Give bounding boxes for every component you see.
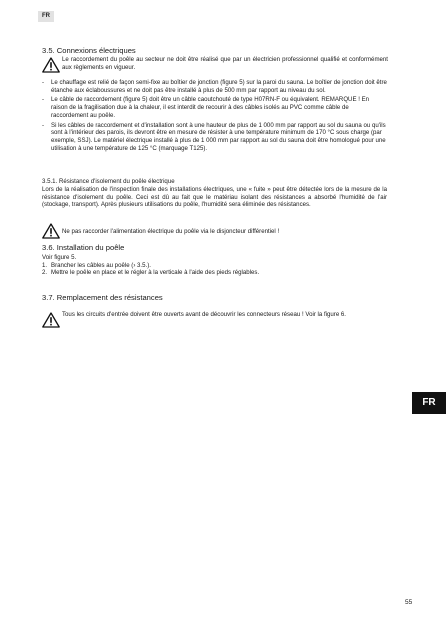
step-text: Brancher les câbles au poêle (› 3.5.). (51, 261, 151, 269)
bullet-text: Le câble de raccordement (figure 5) doit être un câble caoutchouté de type H07RN-F ou équivalent. REMARQUE ! En raison de la fragilisation due à la chaleur, il est interdit de recourir à des câbles isolés au PVC comme câble de raccordement au poêle. (51, 96, 370, 119)
section-3-5-bullet-list (42, 79, 387, 154)
list-item (42, 96, 387, 119)
step-number: 1. (42, 261, 48, 269)
section-3-5-1-warning-text: Ne pas raccorder l'alimentation électrique du poêle via le disjoncteur différentiel ! (62, 228, 280, 235)
bullet-text: Le chauffage est relié de façon semi-fixe au boîtier de jonction (figure 5) sur la paroi du sauna. Le boîtier de jonction doit être étanche aux éclaboussures et ne doit pas être installé à plus de 500 mm par rapport au niveau du sol. (51, 79, 387, 94)
list-item (42, 79, 387, 94)
warning-triangle-icon (42, 312, 60, 328)
section-3-5-warning-text: Le raccordement du poêle au secteur ne doit être réalisé que par un électricien professionnel qualifié et conformément aux règlements en vigueur. (62, 56, 388, 71)
section-3-7-warning-text: Tous les circuits d'entrée doivent être ouverts avant de découvrir les connecteurs réseau ! Voir la figure 6. (62, 311, 346, 318)
step-text: Mettre le poêle en place et le régler à la verticale à l'aide des pieds réglables. (51, 269, 260, 277)
bullet-marker: - (42, 96, 45, 104)
language-tag: FR (38, 11, 54, 22)
bullet-marker: - (42, 121, 45, 129)
section-3-6-intro: Voir figure 5. (42, 254, 77, 261)
list-item (42, 122, 387, 153)
warning-triangle-icon (42, 223, 60, 239)
page-number: 55 (405, 599, 413, 606)
bullet-marker: - (42, 79, 45, 86)
section-3-5-1-body: Lors de la réalisation de l'inspection finale des installations électriques, une « fuite » peut être détectée lors de la mesure de la résistance d'isolement du poêle. Ceci est dû au fait que le matériau isolant des résistances a absorbé l'humidité de l'air (stockage, transport). Après plusieurs utilisations du poêle, l'humidité sera éliminée des résistances. (42, 186, 387, 209)
section-3-7-title: 3.7. Remplacement des résistances (42, 293, 163, 302)
section-3-6-title: 3.6. Installation du poêle (42, 243, 125, 252)
section-3-5-1-title: 3.5.1. Résistance d'isolement du poêle électrique (42, 178, 175, 185)
bullet-text: Si les câbles de raccordement et d'installation sont à une hauteur de plus de 1 000 mm par rapport au sol du sauna ou qu'ils sont à l'intérieur des parois, ils devront être en mesure de résister à une température minimum de 170 °C sous charge (par exemple, SSJ). Le matériel électrique installé à plus de 1 000 mm par rapport au sol du sauna doit être homologué pour une utilisation à une température de 125 °C (marquage T125). (51, 121, 386, 152)
warning-triangle-icon (42, 57, 60, 73)
section-3-6-body (42, 254, 387, 277)
language-side-tab: FR (412, 392, 446, 414)
section-3-5-title: 3.5. Connexions électriques (42, 46, 136, 55)
list-item (42, 269, 387, 277)
list-item (42, 262, 387, 270)
step-number: 2. (42, 269, 48, 277)
installation-steps-list (42, 262, 387, 277)
